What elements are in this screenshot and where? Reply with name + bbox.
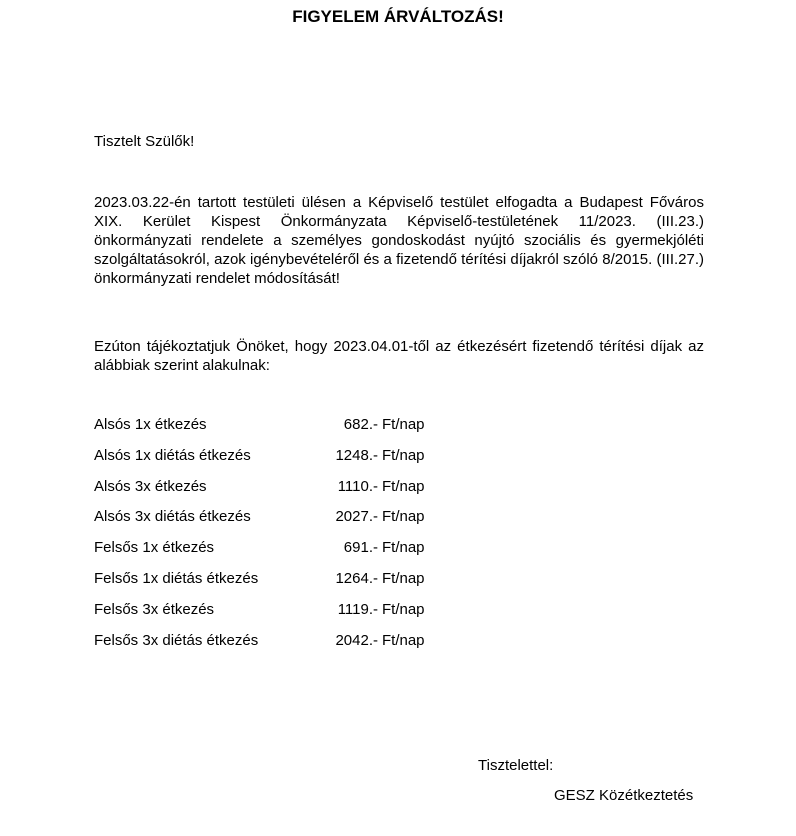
announcement-paragraph: 2023.03.22-én tartott testületi ülésen a Képviselő testület elfogadta a Budapest Főváros XIX. Kerület Kispest Önkormányzata Képviselő-testületének 11/2023. (III.23.) önkormányzati rendelete a személyes gondoskodást nyújtó szociális és gyermekjóléti szolgáltatásokról, azok igénybevételéről és a fizetendő térítési díjakról szóló 8/2015. (III.27.) önkormányzati rendelet módosítását! (94, 194, 704, 287)
signature-text: GESZ Közétkeztetés (554, 787, 694, 804)
price-value: 1110.- (337, 477, 378, 495)
price-unit: Ft/nap (382, 508, 425, 526)
price-row (94, 410, 494, 441)
price-row (94, 441, 494, 472)
price-name: Felsős 1x étkezés (94, 539, 215, 557)
price-name: Alsós 1x étkezés (94, 416, 207, 433)
price-name: Alsós 1x diétás étkezés (94, 446, 251, 464)
price-unit: Ft/nap (382, 477, 425, 495)
price-name: Alsós 3x diétás étkezés (94, 508, 251, 526)
closing-text: Tisztelettel: (478, 757, 554, 774)
price-name: Alsós 3x étkezés (94, 477, 207, 495)
price-value: 1264.- (335, 569, 378, 587)
price-list (94, 410, 494, 656)
price-value: 2042.- (335, 631, 378, 649)
price-name: Felsős 3x étkezés (94, 600, 215, 618)
price-row (94, 564, 494, 595)
price-row (94, 533, 494, 564)
price-row (94, 626, 494, 657)
price-unit: Ft/nap (382, 631, 425, 649)
salutation: Tisztelt Szülők! (94, 133, 195, 150)
price-name: Felsős 1x diétás étkezés (94, 569, 259, 587)
price-unit: Ft/nap (382, 446, 425, 464)
price-value: 682.- (343, 416, 378, 433)
price-unit: Ft/nap (382, 569, 425, 587)
price-value: 1119.- (337, 600, 378, 618)
price-value: 691.- (343, 539, 378, 557)
price-unit: Ft/nap (382, 416, 425, 433)
price-name: Felsős 3x diétás étkezés (94, 631, 259, 649)
info-paragraph: Ezúton tájékoztatjuk Önöket, hogy 2023.04.01-től az étkezésért fizetendő térítési díjak az alábbiak szerint alakulnak: (94, 338, 704, 374)
page-title: FIGYELEM ÁRVÁLTOZÁS! (292, 7, 504, 26)
price-value: 2027.- (335, 508, 378, 526)
price-row (94, 472, 494, 503)
price-unit: Ft/nap (382, 600, 425, 618)
price-row (94, 502, 494, 533)
price-unit: Ft/nap (382, 539, 425, 557)
price-value: 1248.- (335, 446, 378, 464)
price-row (94, 595, 494, 626)
